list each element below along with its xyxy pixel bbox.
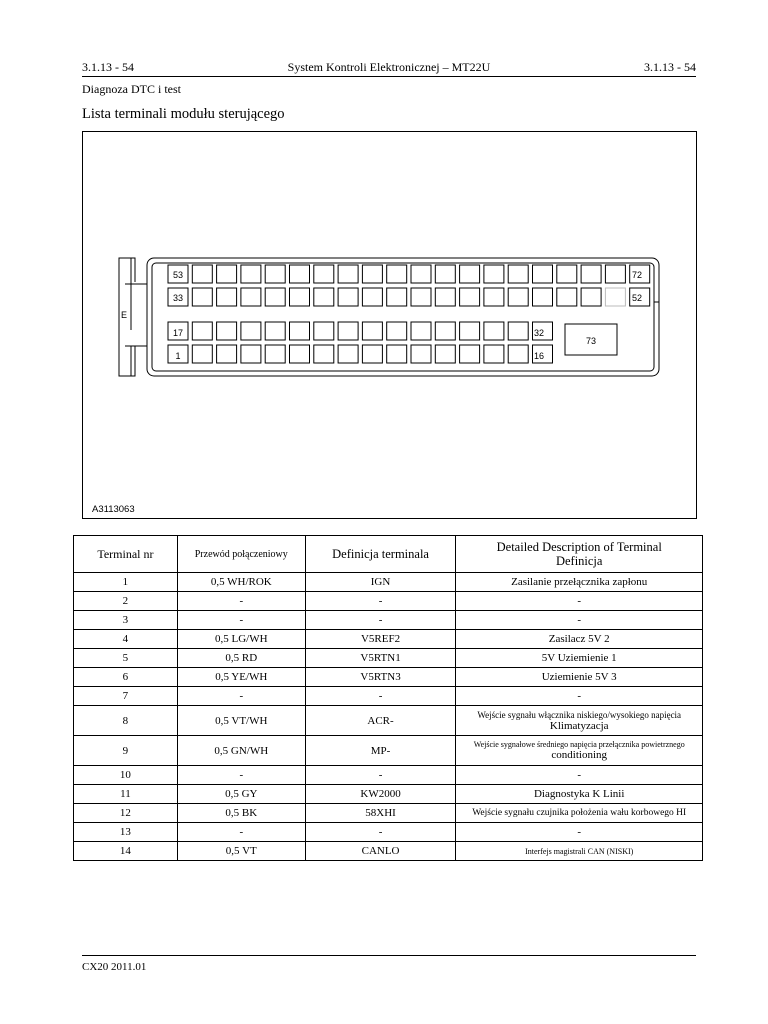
pin-cell [217, 265, 237, 283]
cell-wire: 0,5 YE/WH [177, 668, 305, 687]
pin-cell [508, 345, 528, 363]
pin-cell [217, 322, 237, 340]
pin-cell [314, 265, 334, 283]
table-row [74, 736, 703, 766]
cell-desc: 5V Uziemienie 1 [456, 649, 703, 668]
cell-desc: - [456, 687, 703, 706]
pin-cell [605, 288, 625, 306]
cell-desc: Interfejs magistrali CAN (NISKI) [456, 842, 703, 861]
document-title: System Kontroli Elektronicznej – MT22U [287, 60, 491, 74]
cell-def: - [305, 611, 456, 630]
cell-nr: 5 [74, 649, 178, 668]
pin-cell [265, 288, 285, 306]
cell-wire: - [177, 592, 305, 611]
pin-cell [265, 345, 285, 363]
header-description-line2: Definicja [555, 554, 603, 568]
table-row [74, 766, 703, 785]
pin-cell [338, 288, 358, 306]
pin-cell [387, 288, 407, 306]
cell-desc: Diagnostyka K Linii [456, 785, 703, 804]
cell-def: - [305, 687, 456, 706]
cell-def: MP- [305, 736, 456, 766]
pin-cell [290, 265, 310, 283]
pin-label-73: 73 [585, 336, 597, 346]
pin-cell [241, 265, 261, 283]
cell-wire: 0,5 RD [177, 649, 305, 668]
header-description [456, 536, 703, 573]
table-row [74, 842, 703, 861]
pin-cell [338, 265, 358, 283]
pin-cell [605, 265, 625, 283]
table-row [74, 823, 703, 842]
pin-cell [192, 322, 212, 340]
cell-def: V5RTN3 [305, 668, 456, 687]
pin-cell [435, 265, 455, 283]
cell-wire: - [177, 687, 305, 706]
cell-desc: Zasilanie przełącznika zapłonu [456, 573, 703, 592]
header-wire: Przewód połączeniowy [177, 536, 305, 573]
pin-cell [411, 322, 431, 340]
connector-letter: E [121, 310, 128, 320]
cell-wire: 0,5 GN/WH [177, 736, 305, 766]
cell-wire: - [177, 611, 305, 630]
cell-desc-line1: Wejście sygnału włącznika niskiego/wysokiego napięcia [477, 709, 682, 720]
cell-nr: 3 [74, 611, 178, 630]
cell-desc: - [456, 611, 703, 630]
cell-desc: Zasilacz 5V 2 [456, 630, 703, 649]
cell-def: - [305, 766, 456, 785]
header-terminal: Terminal nr [74, 536, 178, 573]
cell-desc: - [456, 592, 703, 611]
cell-def: 58XHI [305, 804, 456, 823]
cell-wire: - [177, 823, 305, 842]
cell-nr: 14 [74, 842, 178, 861]
cell-desc-line2: conditioning [551, 749, 608, 761]
pin-cell [460, 288, 480, 306]
pin-cell [241, 345, 261, 363]
pin-cell [557, 265, 577, 283]
header-definition: Definicja terminala [305, 536, 456, 573]
pin-cell [508, 265, 528, 283]
pin-label-53: 53 [172, 270, 184, 280]
cell-nr: 11 [74, 785, 178, 804]
cell-def: - [305, 592, 456, 611]
table-row [74, 611, 703, 630]
cell-def: V5RTN1 [305, 649, 456, 668]
table-row [74, 649, 703, 668]
pin-cell [314, 322, 334, 340]
pin-cell [508, 288, 528, 306]
cell-nr: 7 [74, 687, 178, 706]
pin-cell [192, 265, 212, 283]
pin-cell [265, 322, 285, 340]
pin-cell [411, 288, 431, 306]
cell-desc: Uziemienie 5V 3 [456, 668, 703, 687]
cell-nr: 1 [74, 573, 178, 592]
cell-def: CANLO [305, 842, 456, 861]
table-row [74, 573, 703, 592]
pin-cell [508, 322, 528, 340]
pin-cell [290, 322, 310, 340]
figure-id: A3113063 [92, 504, 135, 515]
page-number-left: 3.1.13 - 54 [82, 60, 134, 74]
cell-desc [456, 706, 703, 736]
pin-cell [362, 322, 382, 340]
pin-cell [387, 265, 407, 283]
cell-def: V5REF2 [305, 630, 456, 649]
pin-cell [290, 288, 310, 306]
pin-cell [435, 288, 455, 306]
cell-desc [456, 736, 703, 766]
pin-cell [387, 345, 407, 363]
pin-cell [217, 345, 237, 363]
cell-nr: 4 [74, 630, 178, 649]
pin-cell [460, 322, 480, 340]
pin-label-33: 33 [172, 293, 184, 303]
pin-cell [484, 322, 504, 340]
header-description-line1: Detailed Description of Terminal [496, 540, 662, 554]
pin-cell [241, 322, 261, 340]
page-footer: CX20 2011.01 [82, 961, 147, 973]
cell-def: ACR- [305, 706, 456, 736]
cell-wire: 0,5 VT [177, 842, 305, 861]
cell-desc: - [456, 823, 703, 842]
pin-cell [314, 345, 334, 363]
cell-desc-line2: Klimatyzacja [549, 719, 609, 732]
pin-cell [581, 288, 601, 306]
cell-nr: 12 [74, 804, 178, 823]
footer-rule [82, 955, 696, 956]
pin-cell [362, 345, 382, 363]
table-row [74, 687, 703, 706]
table-header-row [74, 536, 703, 573]
table-row [74, 668, 703, 687]
pin-cell [362, 265, 382, 283]
pin-cell [338, 322, 358, 340]
pin-cell [557, 288, 577, 306]
pin-cell [265, 265, 285, 283]
pin-cell [411, 345, 431, 363]
pin-cell [192, 345, 212, 363]
pin-label-17: 17 [172, 328, 184, 338]
page-number-right: 3.1.13 - 54 [644, 60, 696, 74]
pin-cell [411, 265, 431, 283]
pin-cell [241, 288, 261, 306]
connector-figure [82, 131, 697, 519]
pin-cell [533, 288, 553, 306]
cell-nr: 6 [74, 668, 178, 687]
cell-nr: 13 [74, 823, 178, 842]
pin-cell [484, 288, 504, 306]
cell-wire: 0,5 BK [177, 804, 305, 823]
pin-label-52: 52 [631, 293, 643, 303]
pin-cell [362, 288, 382, 306]
cell-nr: 2 [74, 592, 178, 611]
pin-cell [192, 288, 212, 306]
pin-cell [338, 345, 358, 363]
cell-nr: 8 [74, 706, 178, 736]
table-row [74, 804, 703, 823]
pin-cell [387, 322, 407, 340]
pin-cell [435, 345, 455, 363]
cell-wire: 0,5 LG/WH [177, 630, 305, 649]
page-title: Lista terminali modułu sterującego [82, 106, 285, 122]
pin-label-72: 72 [631, 270, 643, 280]
cell-nr: 10 [74, 766, 178, 785]
pin-cell [533, 265, 553, 283]
cell-desc-line1: Wejście sygnałowe średniego napięcia przełącznika powietrznego [473, 740, 685, 749]
pin-cell [217, 288, 237, 306]
pin-label-32: 32 [533, 328, 545, 338]
pin-cell [460, 345, 480, 363]
table-row [74, 785, 703, 804]
section-heading: Diagnoza DTC i test [82, 82, 181, 96]
table-row [74, 592, 703, 611]
table-row [74, 630, 703, 649]
terminal-table [73, 535, 703, 861]
pin-cell [314, 288, 334, 306]
header-rule [82, 76, 696, 77]
page-header [82, 60, 696, 76]
pin-cell [435, 322, 455, 340]
cell-wire: - [177, 766, 305, 785]
cell-def: IGN [305, 573, 456, 592]
cell-wire: 0,5 VT/WH [177, 706, 305, 736]
pin-cell [484, 265, 504, 283]
pin-label-1: 1 [175, 351, 181, 361]
table-row [74, 706, 703, 736]
pin-cell [460, 265, 480, 283]
cell-desc: Wejście sygnału czujnika położenia wału korbowego HI [456, 804, 703, 823]
pin-grid [168, 265, 650, 363]
cell-nr: 9 [74, 736, 178, 766]
cell-desc: - [456, 766, 703, 785]
pin-cell [581, 265, 601, 283]
pin-cell [484, 345, 504, 363]
cell-def: - [305, 823, 456, 842]
connector-diagram [83, 132, 695, 517]
cell-wire: 0,5 WH/ROK [177, 573, 305, 592]
cell-def: KW2000 [305, 785, 456, 804]
cell-wire: 0,5 GY [177, 785, 305, 804]
pin-label-16: 16 [533, 351, 545, 361]
pin-cell [290, 345, 310, 363]
